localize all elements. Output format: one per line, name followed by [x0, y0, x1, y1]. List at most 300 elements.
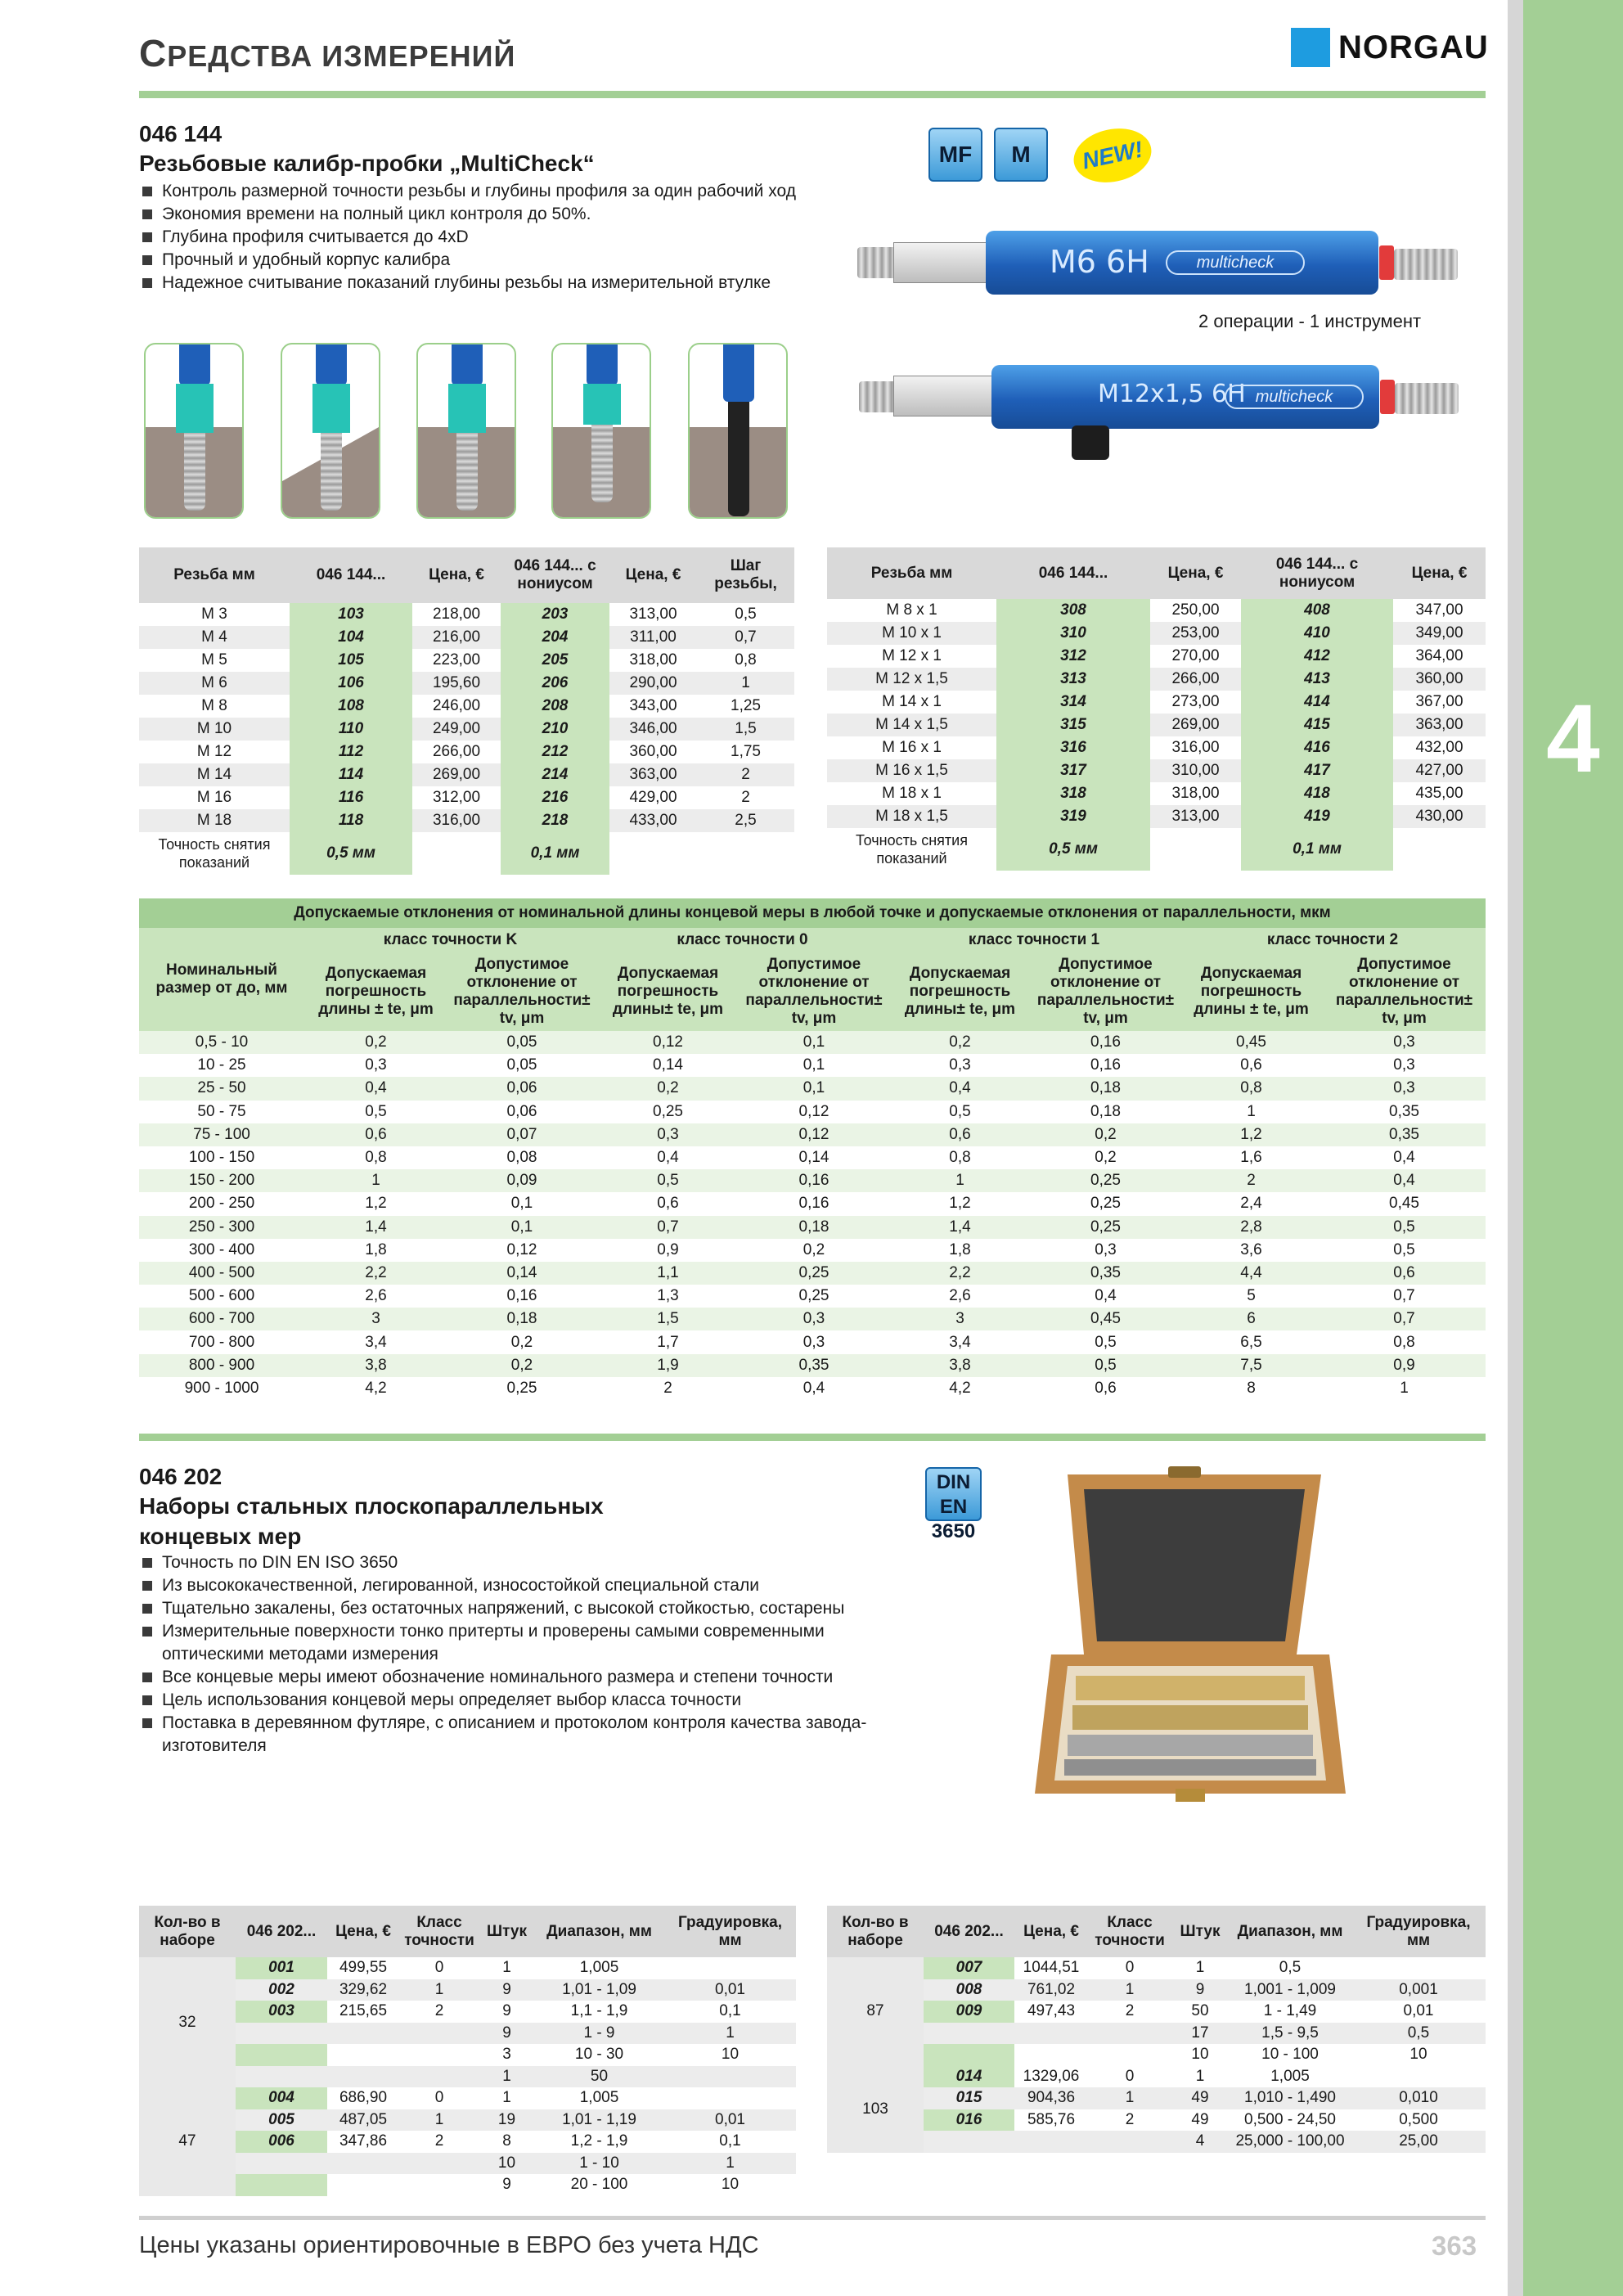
- table-cell: 5: [1247, 1287, 1256, 1305]
- table-row: [827, 714, 1486, 736]
- table-cell: 308: [996, 599, 1150, 622]
- table-row: [139, 1146, 1486, 1169]
- set-code: [236, 2153, 327, 2175]
- tolerance-title: Допускаемые отклонения от номинальной длины концевой меры в любой точке и допускаемые отклонения от параллельности, мкм: [139, 898, 1486, 928]
- gauge-sets-table-left: [139, 1906, 796, 2196]
- table-cell: 2,2: [304, 1262, 447, 1285]
- table-cell: 0,8: [365, 1149, 387, 1167]
- table-cell: [399, 2153, 479, 2175]
- table-row: [827, 2066, 1486, 2088]
- table-row: [139, 649, 794, 672]
- table-cell: 0,3: [1393, 1056, 1415, 1074]
- table-cell: 0,6: [1095, 1379, 1117, 1397]
- table-cell: 4,2: [365, 1379, 387, 1397]
- page-title-initial: С: [139, 32, 168, 74]
- table-cell: 435,00: [1415, 785, 1463, 802]
- table-cell: 499,55: [339, 1959, 388, 1977]
- thread-end-icon: [857, 247, 898, 278]
- table-cell: 1 - 10: [534, 2153, 664, 2175]
- table-cell: M 12: [196, 743, 232, 760]
- table-cell: 0,25: [1032, 1216, 1180, 1239]
- table-cell: M 16 x 1,5: [827, 759, 996, 782]
- table-cell: 314: [996, 691, 1150, 714]
- case-clasp-icon: [1168, 1466, 1201, 1478]
- accuracy-value: 0,5 мм: [996, 828, 1150, 871]
- page-number: 363: [1432, 2231, 1477, 2261]
- table-cell: M 10 x 1: [827, 622, 996, 645]
- table-cell: 686,90: [339, 2089, 388, 2107]
- table-cell: 204: [501, 626, 609, 649]
- table-row: [827, 668, 1486, 691]
- table-cell: 0,8: [1180, 1077, 1323, 1100]
- table-cell: 50: [1191, 2002, 1209, 2020]
- table-cell: 347,86: [339, 2132, 388, 2150]
- table-cell: M 12 x 1: [882, 647, 942, 664]
- table-cell: 1: [479, 2066, 534, 2088]
- table-row: [139, 1979, 796, 2001]
- table-cell: 0,3: [1323, 1077, 1486, 1100]
- table-cell: 0,25: [1090, 1195, 1121, 1213]
- table-cell: [399, 2066, 479, 2088]
- table-cell: 418: [1241, 782, 1393, 805]
- table-cell: 0,2: [1032, 1123, 1180, 1146]
- table-row: [139, 2174, 796, 2196]
- vernier-knob-icon: [1072, 425, 1109, 460]
- set-code: 004: [236, 2087, 327, 2109]
- table-cell: 290,00: [609, 672, 697, 695]
- table-cell: 487,05: [327, 2109, 399, 2132]
- table-cell: 318: [996, 782, 1150, 805]
- measure-step-1: [144, 343, 244, 519]
- m-thread-badge: M: [994, 128, 1048, 182]
- set-code: 005: [236, 2109, 327, 2132]
- table-cell: 2,6: [365, 1287, 387, 1305]
- table-row: [139, 2023, 796, 2045]
- table-cell: 0,9: [1323, 1354, 1486, 1377]
- table-row: [827, 736, 1486, 759]
- table-cell: 200 - 250: [188, 1195, 255, 1213]
- table-cell: 1,01 - 1,09: [534, 1979, 664, 2001]
- table-cell: 0,06: [506, 1102, 537, 1120]
- table-cell: 205: [501, 649, 609, 672]
- class-header: класс точности 0: [596, 928, 888, 952]
- table-row: [139, 2044, 796, 2066]
- table-cell: 250,00: [1171, 601, 1220, 619]
- table-cell: 1: [1088, 1979, 1171, 2001]
- table-cell: 0,5: [1032, 1354, 1180, 1377]
- table-cell: 25,00: [1351, 2131, 1486, 2153]
- measure-step-2: [281, 343, 380, 519]
- table-cell: 1,5: [697, 718, 794, 741]
- table-cell: 0,5: [1279, 1959, 1302, 1977]
- table-cell: 0,35: [740, 1354, 888, 1377]
- table-cell: 413: [1241, 668, 1393, 691]
- table-cell: 310,00: [1150, 759, 1241, 782]
- table-cell: 0,45: [1032, 1308, 1180, 1330]
- table-cell: [1351, 1957, 1486, 1979]
- table-cell: 218: [501, 809, 609, 832]
- feature-item: Контроль размерной точности резьбы и глубины профиля за один рабочий ход: [141, 180, 796, 203]
- table-cell: 316,00: [1171, 739, 1220, 756]
- din-en-badge: [925, 1467, 982, 1542]
- table-cell: 273,00: [1171, 693, 1220, 710]
- product2-article-number: 046 202: [139, 1464, 223, 1489]
- table-cell: 310: [996, 622, 1150, 645]
- feature-item: Экономия времени на полный цикл контроля до 50%.: [141, 203, 796, 226]
- new-badge: NEW!: [1068, 122, 1156, 190]
- table-cell: 430,00: [1393, 805, 1486, 828]
- gauge-brand-label: multicheck: [1166, 250, 1305, 275]
- table-cell: 1,5: [596, 1308, 740, 1330]
- table-cell: 1,8: [949, 1240, 971, 1258]
- class-header: класс точности 2: [1180, 928, 1486, 952]
- table-cell: M 8 x 1: [886, 601, 937, 619]
- table-cell: 316,00: [412, 809, 501, 832]
- col-header: Допустимое отклонение от параллельности± tv, μm: [1032, 952, 1180, 1031]
- table-cell: 367,00: [1415, 693, 1463, 710]
- table-cell: 6,5: [1240, 1333, 1262, 1351]
- table-cell: 0,2: [596, 1077, 740, 1100]
- table-cell: 3,4: [949, 1333, 971, 1351]
- table-cell: 3,6: [1240, 1240, 1262, 1258]
- table-cell: 1 - 1,49: [1263, 2002, 1317, 2020]
- table-cell: 1,2: [949, 1195, 971, 1213]
- table-cell: 1: [399, 2109, 479, 2132]
- product2-features: [141, 1551, 901, 1758]
- table-cell: 0,500: [1399, 2110, 1438, 2128]
- table-row: [139, 695, 794, 718]
- table-row: [139, 1262, 1486, 1285]
- table-row: [139, 2131, 796, 2153]
- table-cell: 214: [501, 763, 609, 786]
- col-header: Штук: [479, 1906, 534, 1957]
- table-cell: 1,75: [731, 743, 761, 760]
- table-cell: 0,7: [596, 1216, 740, 1239]
- table-cell: 9: [502, 2176, 511, 2194]
- table-cell: 0,16: [798, 1195, 829, 1213]
- col-header: Шаг резьбы,: [697, 547, 794, 603]
- table-row: [139, 2087, 796, 2109]
- table-cell: 1: [399, 1979, 479, 2001]
- table-cell: 0,1: [803, 1056, 825, 1074]
- table-cell: 0,3: [740, 1308, 888, 1330]
- table-cell: 4,2: [949, 1379, 971, 1397]
- table-cell: [327, 2044, 399, 2066]
- table-cell: 312: [996, 645, 1150, 668]
- table-row: [139, 1123, 1486, 1146]
- table-cell: 0,2: [304, 1031, 447, 1054]
- table-cell: 0,25: [506, 1379, 537, 1397]
- table-cell: 0,05: [447, 1031, 596, 1054]
- table-cell: 112: [290, 741, 412, 763]
- table-cell: 1,7: [657, 1333, 679, 1351]
- table-row: [139, 1377, 1486, 1400]
- red-ring-icon: [1380, 380, 1395, 414]
- table-cell: 10 - 30: [574, 2046, 624, 2064]
- table-cell: 0: [434, 2089, 444, 2107]
- table-row: [139, 603, 794, 626]
- table-cell: 106: [290, 672, 412, 695]
- table-cell: 433,00: [609, 809, 697, 832]
- table-cell: M 8: [201, 697, 227, 714]
- table-cell: 208: [501, 695, 609, 718]
- product1-title: Резьбовые калибр-пробки „MultiCheck“: [139, 151, 595, 176]
- table-cell: 1: [502, 2089, 511, 2107]
- table-cell: 10 - 25: [197, 1056, 246, 1074]
- col-header: Допускаемая погрешность длины ± te, μm: [304, 952, 447, 1031]
- product1-features: [141, 180, 796, 295]
- table-cell: 1,010 - 1,490: [1229, 2087, 1351, 2109]
- col-header: Допускаемая погрешность длины ± te, μm: [1180, 952, 1323, 1031]
- table-row: [139, 2109, 796, 2132]
- table-cell: 0,07: [447, 1123, 596, 1146]
- col-header: Цена, €: [412, 547, 501, 603]
- table-cell: 0,45: [1389, 1195, 1419, 1213]
- table-cell: 1,3: [657, 1287, 679, 1305]
- table-cell: 0,45: [1180, 1031, 1323, 1054]
- table-cell: 0,2: [510, 1333, 533, 1351]
- table-cell: 1,2: [1180, 1123, 1323, 1146]
- table-cell: 904,36: [1014, 2087, 1088, 2109]
- table-cell: 0,010: [1351, 2087, 1486, 2109]
- feature-item: Измерительные поверхности тонко притерты и проверены самыми современными оптическими методами измерения: [141, 1620, 901, 1666]
- table-cell: [1351, 2066, 1486, 2088]
- table-cell: 105: [290, 649, 412, 672]
- table-cell: 4,4: [1180, 1262, 1323, 1285]
- table-cell: 0,6: [1323, 1262, 1486, 1285]
- table-cell: M 14 x 1: [882, 693, 942, 710]
- table-cell: 417: [1241, 759, 1393, 782]
- table-cell: 25 - 50: [139, 1077, 304, 1100]
- table-cell: 0,35: [1389, 1102, 1419, 1120]
- table-cell: 0,7: [1323, 1308, 1486, 1330]
- din-badge-line2: 3650: [931, 1520, 976, 1542]
- table-cell: 410: [1241, 622, 1393, 645]
- table-row: [139, 763, 794, 786]
- table-cell: 1,6: [1240, 1149, 1262, 1167]
- table-cell: 9: [479, 2023, 534, 2045]
- table-cell: 364,00: [1415, 647, 1463, 664]
- table-cell: 0,8: [949, 1149, 971, 1167]
- table-cell: 349,00: [1393, 622, 1486, 645]
- table-cell: 347,00: [1415, 601, 1463, 619]
- table-cell: 0,25: [653, 1102, 683, 1120]
- table-cell: 1 - 9: [534, 2023, 664, 2045]
- case-latch-icon: [1176, 1789, 1205, 1802]
- table-cell: 0,16: [506, 1287, 537, 1305]
- feature-item: Цель использования концевой меры определяет выбор класса точности: [141, 1689, 901, 1712]
- set-code: 015: [924, 2087, 1014, 2109]
- table-cell: 10: [721, 2176, 740, 2194]
- red-ring-icon: [1379, 245, 1394, 280]
- table-cell: 1,01 - 1,19: [534, 2109, 664, 2132]
- table-cell: 0,7: [1393, 1287, 1415, 1305]
- table-cell: 1: [304, 1169, 447, 1192]
- table-cell: 0: [1125, 1959, 1135, 1977]
- col-header: Резьба мм: [139, 547, 290, 603]
- table-cell: [327, 2153, 399, 2175]
- tolerance-table: [139, 898, 1486, 1400]
- table-cell: [1088, 2044, 1171, 2066]
- col-header: Цена, €: [1014, 1906, 1088, 1957]
- table-cell: 3,8: [888, 1354, 1032, 1377]
- table-cell: 1,2: [365, 1195, 387, 1213]
- col-header: Диапазон, мм: [1229, 1906, 1351, 1957]
- table-cell: [664, 2087, 796, 2109]
- table-cell: 3,4: [365, 1333, 387, 1351]
- chapter-strip: [1523, 0, 1623, 2296]
- table-row: [827, 691, 1486, 714]
- table-cell: 1,1: [596, 1262, 740, 1285]
- table-cell: [399, 2174, 479, 2196]
- class-header: класс точности K: [304, 928, 596, 952]
- table-cell: 104: [290, 626, 412, 649]
- table-cell: 9: [502, 2002, 511, 2020]
- table-cell: 0,25: [740, 1262, 888, 1285]
- table-cell: 108: [290, 695, 412, 718]
- table-cell: 0,9: [657, 1240, 679, 1258]
- table-row: [827, 1957, 1486, 1979]
- table-cell: 0: [1125, 2067, 1135, 2085]
- table-cell: 195,60: [412, 672, 501, 695]
- table-cell: M 12 x 1,5: [827, 668, 996, 691]
- table-cell: 2: [1180, 1169, 1323, 1192]
- chapter-number: 4: [1546, 685, 1600, 793]
- table-cell: 19: [479, 2109, 534, 2132]
- table-cell: 0,1: [740, 1031, 888, 1054]
- table-row: [139, 2153, 796, 2175]
- set-code: 003: [236, 2001, 327, 2023]
- table-cell: 7,5: [1180, 1354, 1323, 1377]
- table-cell: 249,00: [412, 718, 501, 741]
- table-cell: 10 - 100: [1261, 2046, 1319, 2064]
- table-cell: 269,00: [1150, 714, 1241, 736]
- gauge-sets-table-right: [827, 1906, 1486, 2153]
- table-cell: 2,8: [1180, 1216, 1323, 1239]
- table-cell: 0,18: [1090, 1102, 1121, 1120]
- col-header: Цена, €: [327, 1906, 399, 1957]
- thread-gauge-table-mf: [827, 547, 1486, 871]
- brand-name: NORGAU: [1338, 29, 1489, 65]
- table-cell: M 16: [196, 789, 232, 806]
- table-cell: 761,02: [1014, 1979, 1088, 2001]
- table-cell: [1014, 2044, 1088, 2066]
- din-badge-line1: DIN EN: [936, 1471, 971, 1518]
- accuracy-value: 0,1 мм: [501, 832, 609, 875]
- table-cell: 0,5: [1095, 1333, 1117, 1351]
- table-cell: 2: [741, 789, 750, 806]
- table-cell: 0,2: [1095, 1149, 1117, 1167]
- table-cell: 20 - 100: [570, 2176, 628, 2194]
- table-cell: M 18 x 1,5: [827, 805, 996, 828]
- table-cell: 0,01: [664, 2109, 796, 2132]
- table-cell: 0,16: [1090, 1056, 1121, 1074]
- table-cell: 2: [434, 2132, 444, 2150]
- table-cell: 2,4: [1240, 1195, 1262, 1213]
- table-row: [827, 2044, 1486, 2066]
- table-cell: 1: [664, 2153, 796, 2175]
- col-header: Кол-во в наборе: [827, 1906, 924, 1957]
- feature-item: Все концевые меры имеют обозначение номинального размера и степени точности: [141, 1666, 901, 1689]
- set-code: 016: [924, 2109, 1014, 2132]
- table-row: [827, 2023, 1486, 2045]
- table-cell: 0,4: [304, 1077, 447, 1100]
- table-cell: 600 - 700: [139, 1308, 304, 1330]
- col-header: Диапазон, мм: [534, 1906, 664, 1957]
- set-code: 007: [924, 1957, 1014, 1979]
- table-cell: 50 - 75: [197, 1102, 246, 1120]
- table-cell: 17: [1171, 2023, 1229, 2045]
- table-cell: [399, 2023, 479, 2045]
- table-cell: 0,08: [506, 1149, 537, 1167]
- footer-rule: [139, 2216, 1486, 2220]
- table-cell: 25,000 - 100,00: [1229, 2131, 1351, 2153]
- section-rule: [139, 1434, 1486, 1441]
- table-cell: M 6: [139, 672, 290, 695]
- table-cell: 2: [434, 2002, 444, 2020]
- table-cell: 1,4: [888, 1216, 1032, 1239]
- table-row: [139, 1077, 1486, 1100]
- product1-article-number: 046 144: [139, 121, 223, 146]
- table-cell: [1088, 2131, 1171, 2153]
- col-header: Номинальный размер от до, мм: [139, 928, 304, 1031]
- set-code: 008: [924, 1979, 1014, 2001]
- table-cell: 210: [501, 718, 609, 741]
- col-header: Допустимое отклонение от параллельности± tv, μm: [447, 952, 596, 1031]
- table-cell: 0,5: [949, 1102, 971, 1120]
- col-header: 046 144...: [290, 547, 412, 603]
- table-cell: 363,00: [1393, 714, 1486, 736]
- table-cell: 223,00: [432, 651, 481, 669]
- table-cell: 0,14: [798, 1149, 829, 1167]
- table-cell: 8: [1247, 1379, 1256, 1397]
- table-cell: 360,00: [629, 743, 677, 760]
- brand-logo: [1291, 28, 1489, 67]
- table-row: [139, 672, 794, 695]
- table-cell: 412: [1241, 645, 1393, 668]
- feature-item: Глубина профиля считывается до 4xD: [141, 226, 796, 249]
- thread-gauge-table-m: [139, 547, 794, 875]
- set-code: 006: [236, 2131, 327, 2153]
- set-code: [236, 2174, 327, 2196]
- table-cell: 1044,51: [1023, 1959, 1080, 1977]
- table-cell: 246,00: [432, 697, 481, 714]
- table-cell: 0,7: [697, 626, 794, 649]
- table-cell: 50: [534, 2066, 664, 2088]
- col-header: 046 202...: [236, 1906, 327, 1957]
- table-cell: 0,12: [506, 1240, 537, 1258]
- table-cell: 1,005: [579, 1959, 619, 1977]
- table-cell: 269,00: [412, 763, 501, 786]
- product2-title: Наборы стальных плоскопараллельных концевых мер: [139, 1493, 604, 1549]
- table-cell: 0,14: [447, 1262, 596, 1285]
- table-cell: 0,4: [1095, 1287, 1117, 1305]
- table-cell: 419: [1241, 805, 1393, 828]
- table-cell: 316: [996, 736, 1150, 759]
- table-cell: 2: [1125, 2110, 1135, 2128]
- table-cell: 429,00: [629, 789, 677, 806]
- table-cell: [1014, 2131, 1088, 2153]
- table-cell: 6: [1180, 1308, 1323, 1330]
- table-cell: 1,001 - 1,009: [1229, 1979, 1351, 2001]
- table-row: [139, 2066, 796, 2088]
- table-cell: 585,76: [1027, 2110, 1076, 2128]
- table-cell: 0,06: [447, 1077, 596, 1100]
- table-cell: 206: [501, 672, 609, 695]
- table-cell: 212: [501, 741, 609, 763]
- set-code: [236, 2044, 327, 2066]
- col-header: 046 144... с нониусом: [1241, 547, 1393, 599]
